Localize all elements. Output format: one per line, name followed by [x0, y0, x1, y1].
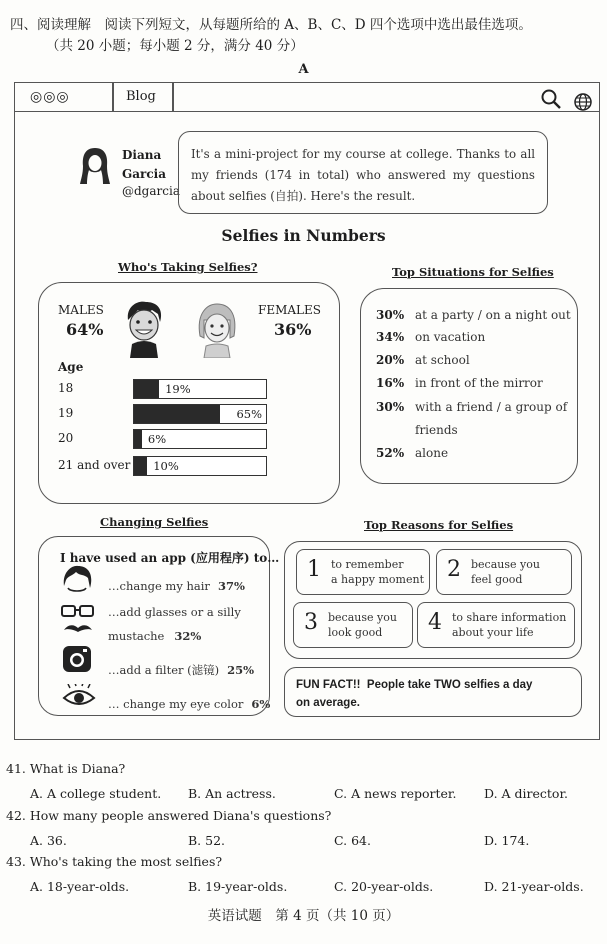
- changing-pct: 37%: [217, 579, 245, 593]
- changing-text-cont: mustache: [108, 629, 165, 643]
- changing-pct: 6%: [251, 697, 271, 711]
- browser-topbar: [14, 82, 600, 112]
- author-name: Diana Garcia: [122, 148, 166, 181]
- topbar-divider: [112, 83, 114, 112]
- question-option[interactable]: B. 19-year-olds.: [188, 879, 288, 894]
- question-option[interactable]: D. 21-year-olds.: [484, 879, 584, 894]
- age-bar-pct: 19%: [165, 382, 191, 396]
- reason-text: [331, 557, 424, 587]
- situation-text-cont: friends: [415, 423, 458, 437]
- reason-number: 2: [447, 557, 461, 582]
- changing-text: … change my eye color: [108, 697, 244, 711]
- question-stem: 41. What is Diana?: [6, 761, 126, 776]
- situations-heading: Top Situations for Selfies: [392, 265, 554, 279]
- situation-text: on vacation: [415, 330, 486, 344]
- reason-line2: look good: [328, 626, 383, 639]
- changing-intro: I have used an app (应用程序) to…: [60, 551, 280, 565]
- reason-card: [293, 602, 413, 648]
- eye-icon: [62, 684, 96, 710]
- author-handle: @dgarcia: [122, 184, 180, 198]
- blog-tab[interactable]: Blog: [126, 89, 156, 104]
- changing-item: [108, 574, 245, 598]
- changing-text: …change my hair: [108, 579, 210, 593]
- reason-text: [328, 610, 397, 640]
- passage-label: A: [298, 62, 309, 77]
- age-bar-fill: [134, 430, 142, 448]
- changing-pct: 32%: [174, 629, 202, 643]
- age-bar-fill: [134, 405, 220, 423]
- age-bar-pct: 6%: [147, 432, 167, 446]
- situation-pct: 30%: [376, 400, 405, 414]
- age-bar-fill: [134, 380, 159, 398]
- question-option[interactable]: B. An actress.: [188, 786, 276, 801]
- question-option[interactable]: D. 174.: [484, 833, 530, 848]
- age-label: Age: [58, 360, 84, 374]
- hair-icon: [62, 564, 92, 592]
- male-face-icon: [122, 300, 166, 358]
- situation-pct: 34%: [376, 330, 405, 344]
- reasons-heading: Top Reasons for Selfies: [364, 518, 514, 532]
- males-pct: 64%: [66, 320, 104, 339]
- females-pct: 36%: [274, 320, 312, 339]
- situation-text: at school: [415, 353, 470, 367]
- age-bar: [133, 404, 267, 424]
- age-bar-pct: 65%: [236, 407, 262, 421]
- female-face-icon: [196, 302, 238, 358]
- situation-pct: 20%: [376, 353, 405, 367]
- age-bar: [133, 456, 267, 476]
- situation-text: alone: [415, 446, 449, 460]
- question-stem: 42. How many people answered Diana's questions?: [6, 808, 332, 823]
- reason-card: [296, 549, 430, 595]
- reason-text: [471, 557, 540, 587]
- question-stem: 43. Who's taking the most selfies?: [6, 854, 223, 869]
- question-option[interactable]: A. A college student.: [30, 786, 162, 801]
- reason-number: 4: [428, 610, 442, 635]
- age-bar-fill: [134, 457, 147, 475]
- changing-item: [108, 658, 254, 682]
- changing-text: …add a filter (滤镜): [108, 663, 220, 677]
- question-option[interactable]: C. 20-year-olds.: [334, 879, 434, 894]
- post-bubble: It's a mini-project for my course at college. Thanks to all my friends (174 in total) who answered my questions about selfies (自拍). Here's the result.: [178, 131, 548, 214]
- page-footer: 英语试题 第 4 页（共 10 页）: [207, 908, 400, 924]
- reason-card: [436, 549, 572, 595]
- reason-line2: about your life: [452, 626, 534, 639]
- age-row-label: 18: [58, 381, 74, 395]
- reason-line1: because you: [471, 558, 540, 571]
- reason-card: [417, 602, 575, 648]
- question-option[interactable]: A. 18-year-olds.: [30, 879, 130, 894]
- changing-item: [108, 692, 270, 716]
- changing-heading: Changing Selfies: [100, 515, 209, 529]
- search-icon[interactable]: [540, 88, 562, 110]
- question-option[interactable]: C. 64.: [334, 833, 371, 848]
- situation-text: in front of the mirror: [415, 376, 543, 390]
- situation-pct: 30%: [376, 308, 405, 322]
- infographic-title: Selfies in Numbers: [221, 226, 386, 245]
- reason-line2: feel good: [471, 573, 523, 586]
- age-row-label: 21 and over: [58, 458, 131, 472]
- females-label: FEMALES: [258, 303, 321, 317]
- camera-icon: [62, 645, 92, 673]
- reason-number: 1: [307, 557, 321, 582]
- age-bar: [133, 429, 267, 449]
- changing-text: …add glasses or a silly: [108, 605, 241, 619]
- reason-line1: to remember: [331, 558, 404, 571]
- situation-pct: 52%: [376, 446, 405, 460]
- situation-text: with a friend / a group of: [415, 400, 568, 414]
- reason-number: 3: [304, 610, 318, 635]
- section-heading: 四、阅读理解 阅读下列短文，从每题所给的 A、B、C、D 四个选项中选出最佳选项。: [10, 17, 532, 33]
- question-option[interactable]: D. A director.: [484, 786, 569, 801]
- who-heading: Who's Taking Selfies?: [118, 260, 258, 274]
- situation-pct: 16%: [376, 376, 405, 390]
- reason-text: [452, 610, 566, 640]
- topbar-divider: [172, 83, 174, 112]
- fun-fact: FUN FACT!! People take TWO selfies a day on average.: [296, 679, 533, 709]
- changing-item: [108, 600, 241, 648]
- reason-line1: to share information: [452, 611, 567, 624]
- age-bar: [133, 379, 267, 399]
- situation-text: at a party / on a night out: [415, 308, 571, 322]
- changing-line2: [108, 624, 241, 648]
- question-option[interactable]: A. 36.: [30, 833, 67, 848]
- window-controls-icon[interactable]: ◎◎◎: [30, 89, 70, 105]
- age-row-label: 19: [58, 406, 74, 420]
- glasses-mustache-icon: [60, 604, 96, 638]
- avatar-icon: [78, 146, 112, 186]
- changing-pct: 25%: [227, 663, 255, 677]
- age-row-label: 20: [58, 431, 74, 445]
- section-note: （共 20 小题；每小题 2 分，满分 40 分）: [46, 38, 304, 54]
- question-option[interactable]: C. A news reporter.: [334, 786, 457, 801]
- males-label: MALES: [58, 303, 104, 317]
- globe-icon[interactable]: [574, 93, 592, 111]
- question-option[interactable]: B. 52.: [188, 833, 226, 848]
- reason-line2: a happy moment: [331, 573, 424, 586]
- reason-line1: because you: [328, 611, 397, 624]
- age-bar-pct: 10%: [153, 459, 179, 473]
